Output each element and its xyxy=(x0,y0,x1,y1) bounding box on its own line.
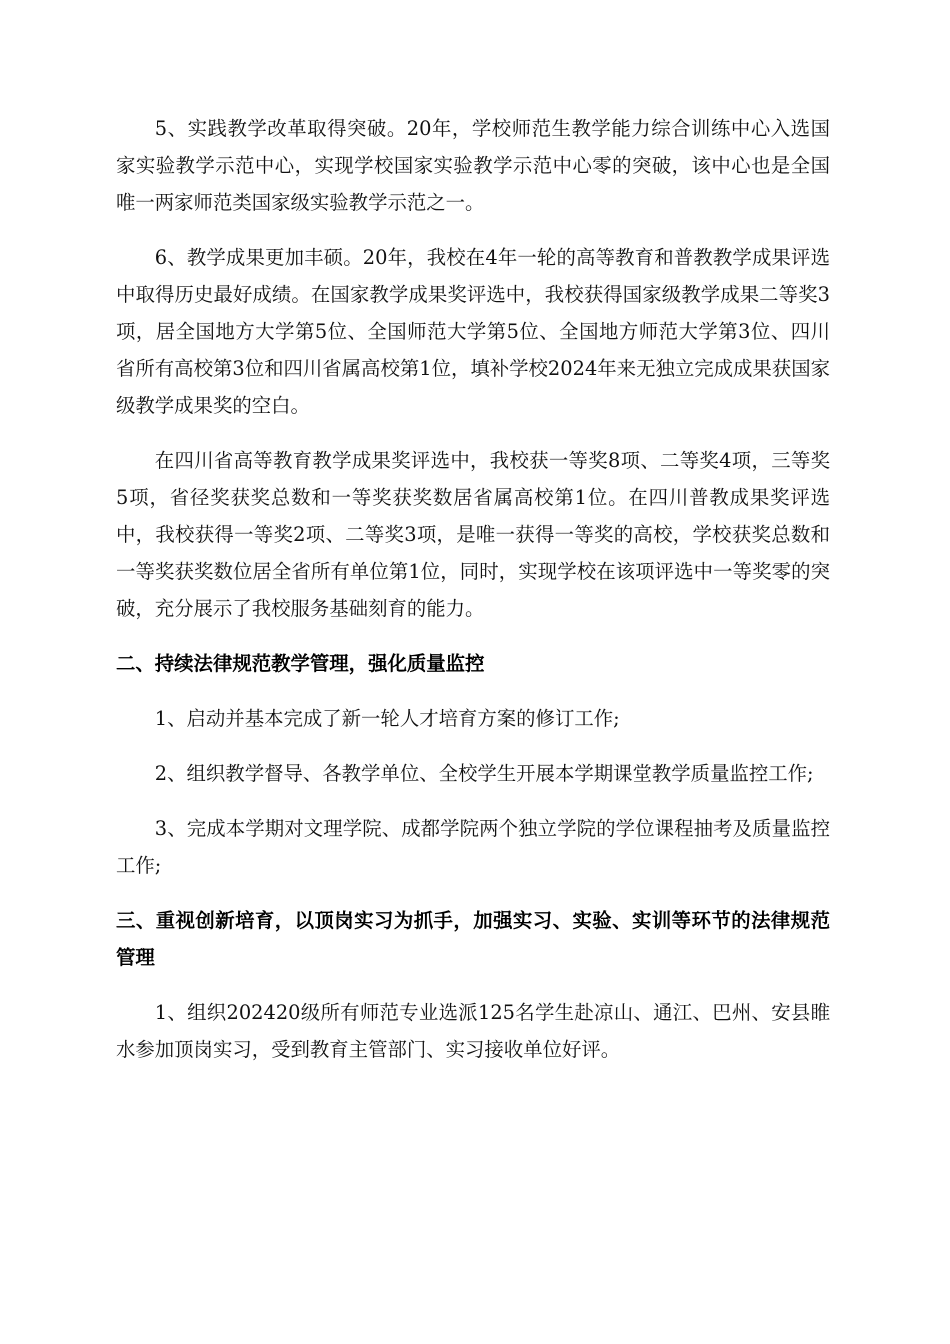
list-item-internship: 1、组织202420级所有师范专业选派125名学生赴凉山、通江、巴州、安县睢水参加顶岗实习，受到教育主管部门、实习接收单位好评。 xyxy=(116,1001,830,1061)
list-item-1: 1、启动并基本完成了新一轮人才培育方案的修订工作; xyxy=(154,707,620,730)
section-heading-2: 二、持续法律规范教学管理，强化质量监控 xyxy=(116,652,485,675)
paragraph-practice-teaching-reform: 5、实践教学改革取得突破。20年，学校师范生教学能力综合训练中心入选国家实验教学示范中心，实现学校国家实验教学示范中心零的突破，该中心也是全国唯一两家师范类国家级实验教学示范之一。 xyxy=(116,117,830,214)
section-heading-3: 三、重视创新培育，以顶岗实习为抓手，加强实习、实验、实训等环节的法律规范管理 xyxy=(116,909,830,969)
paragraph-sichuan-awards: 在四川省高等教育教学成果奖评选中，我校获一等奖8项、二等奖4项，三等奖5项，省径奖获奖总数和一等奖获奖数居省属高校第1位。在四川普教成果奖评选中，我校获得一等奖2项、二等奖3项，是唯一获得一等奖的高校，学校获奖总数和一等奖获奖数位居全省所有单位第1位，同时，实现学校在该项评选中一等奖零的突破，充分展示了我校服务基础刻育的能力。 xyxy=(116,449,830,620)
list-item-3: 3、完成本学期对文理学院、成都学院两个独立学院的学位课程抽考及质量监控工作; xyxy=(116,817,830,877)
list-item-2: 2、组织教学督导、各教学单位、全校学生开展本学期课堂教学质量监控工作; xyxy=(154,762,814,785)
paragraph-teaching-achievements: 6、教学成果更加丰硕。20年，我校在4年一轮的高等教育和普教教学成果评选中取得历史最好成绩。在国家教学成果奖评选中，我校获得国家级教学成果二等奖3项，居全国地方大学第5位、全国师范大学第5位、全国地方师范大学第3位、四川省所有高校第3位和四川省属高校第1位，填补学校2024年来无独立完成成果获国家级教学成果奖的空白。 xyxy=(116,246,830,417)
